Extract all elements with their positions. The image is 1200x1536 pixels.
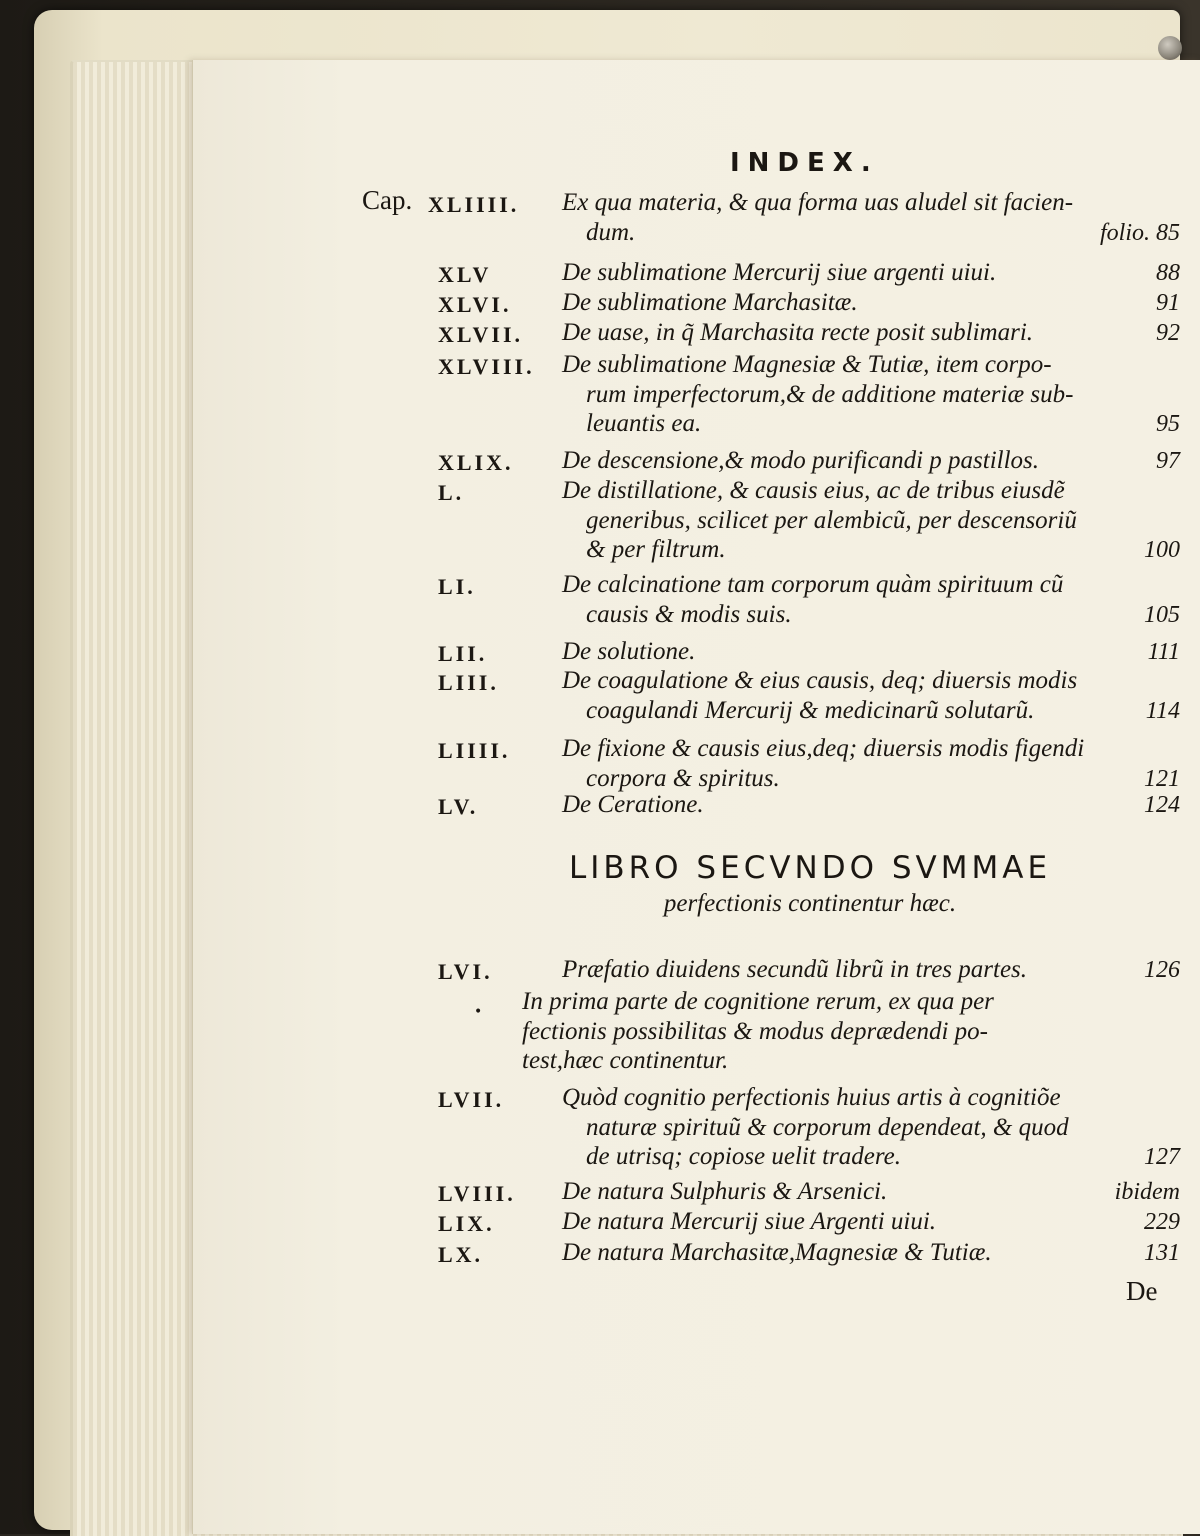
page-number: 111 — [1147, 639, 1180, 665]
entry-text: De uase, in q̃ Marchasita recte posit sublimari. — [562, 319, 1034, 346]
entry-text: De fixione & causis eius,deq; diuersis modis figendi — [562, 735, 1085, 762]
chapter-number: XLV — [438, 262, 492, 287]
entry-text: rum imperfectorum,& de additione materiæ sub- — [586, 380, 1074, 408]
chapter-number: XLVII. — [438, 322, 524, 347]
page-number: ibidem — [1114, 1179, 1180, 1205]
chapter-number: XLVI. — [438, 292, 512, 317]
page-number: 126 — [1144, 957, 1180, 983]
entry-text: De distillatione, & causis eius, ac de tribus eiusdẽ — [562, 477, 1065, 504]
chapter-number: LX. — [438, 1242, 484, 1267]
entry-text: De calcinatione tam corporum quàm spirituum cũ — [562, 571, 1064, 598]
clasp-icon — [1158, 36, 1182, 60]
entry-text: generibus, scilicet per alembicũ, per descensoriũ — [586, 506, 1077, 534]
entry-text: & per filtrum. — [586, 536, 726, 563]
page-number: 100 — [1144, 537, 1180, 563]
entry-text: test,hæc continentur. — [522, 1047, 729, 1074]
chapter-prefix: Cap. — [362, 185, 413, 215]
marginal-mark: • — [474, 1004, 483, 1020]
chapter-number: LII. — [438, 641, 488, 666]
entry-text: De Ceratione. — [562, 791, 704, 818]
page-title: INDEX. — [730, 148, 879, 178]
entry-text: De sublimatione Mercurij siue argenti uiui. — [562, 259, 997, 286]
entry-text: corpora & spiritus. — [586, 764, 780, 792]
entry-text: leuantis ea. — [586, 410, 702, 437]
page-number: 105 — [1144, 601, 1180, 628]
entry-text: de utrisq; copiose uelit tradere. — [586, 1143, 901, 1170]
page-number: 97 — [1156, 448, 1180, 474]
page-number: 88 — [1156, 260, 1180, 286]
chapter-number: LIIII. — [438, 738, 511, 763]
entry-text: Quòd cognitio perfectionis huius artis à cognitiõe — [562, 1084, 1061, 1111]
entry-text: In prima parte de cognitione rerum, ex qua per — [522, 988, 994, 1015]
chapter-number: LIII. — [438, 670, 499, 695]
entry-text: causis & modis suis. — [586, 600, 792, 628]
entry-text: fectionis possibilitas & modus deprædendi po- — [522, 1017, 988, 1045]
chapter-number: XLVIII. — [438, 354, 535, 379]
entry-text: De natura Sulphuris & Arsenici. — [562, 1178, 888, 1205]
section-title: LIBRO SECVNDO SVMMAE — [568, 850, 1052, 886]
page-number: 121 — [1144, 765, 1180, 792]
page-number: 229 — [1144, 1209, 1180, 1235]
page-number: folio. 85 — [1100, 219, 1181, 246]
section-subtitle: perfectionis continentur hæc. — [663, 890, 957, 917]
page-number: 114 — [1145, 697, 1180, 724]
entry-text: Præfatio diuidens secundũ librũ in tres partes. — [562, 956, 1028, 983]
page-number: 91 — [1156, 290, 1180, 316]
page-number: 92 — [1156, 320, 1180, 346]
chapter-number: LVI. — [438, 959, 493, 984]
entry-text: Ex qua materia, & qua forma uas aludel sit facien- — [562, 189, 1074, 216]
entry-text: coagulandi Mercurij & medicinarũ solutarũ. — [586, 696, 1035, 724]
entry-text: dum. — [586, 218, 636, 246]
entry-text: De natura Marchasitæ,Magnesiæ & Tutiæ. — [562, 1239, 992, 1266]
page-number: 127 — [1144, 1144, 1180, 1170]
entry-text: De natura Mercurij siue Argenti uiui. — [562, 1208, 937, 1235]
chapter-number: LIX. — [438, 1211, 495, 1236]
chapter-number: XLIX. — [438, 450, 514, 475]
page-number: 95 — [1156, 411, 1180, 437]
entry-text: De sublimatione Magnesiæ & Tutiæ, item corpo- — [562, 351, 1052, 378]
entry-text: naturæ spirituũ & corporum dependeat, & quod — [586, 1113, 1069, 1141]
entry-text: De coagulatione & eius causis, deq; diuersis modis — [562, 667, 1078, 694]
chapter-number: L. — [438, 480, 465, 505]
catchword: De — [1126, 1276, 1158, 1306]
chapter-number: LVII. — [438, 1087, 505, 1112]
chapter-number: XLIIII. — [428, 192, 520, 217]
page-number: 131 — [1144, 1240, 1180, 1266]
entry-text: De sublimatione Marchasitæ. — [562, 289, 858, 316]
chapter-number: LI. — [438, 574, 476, 599]
entry-text: De solutione. — [562, 638, 696, 665]
page-number: 124 — [1144, 792, 1180, 818]
entry-text: De descensione,& modo purificandi p pastillos. — [562, 447, 1040, 474]
chapter-number: LVIII. — [438, 1181, 516, 1206]
chapter-number: LV. — [438, 794, 479, 819]
